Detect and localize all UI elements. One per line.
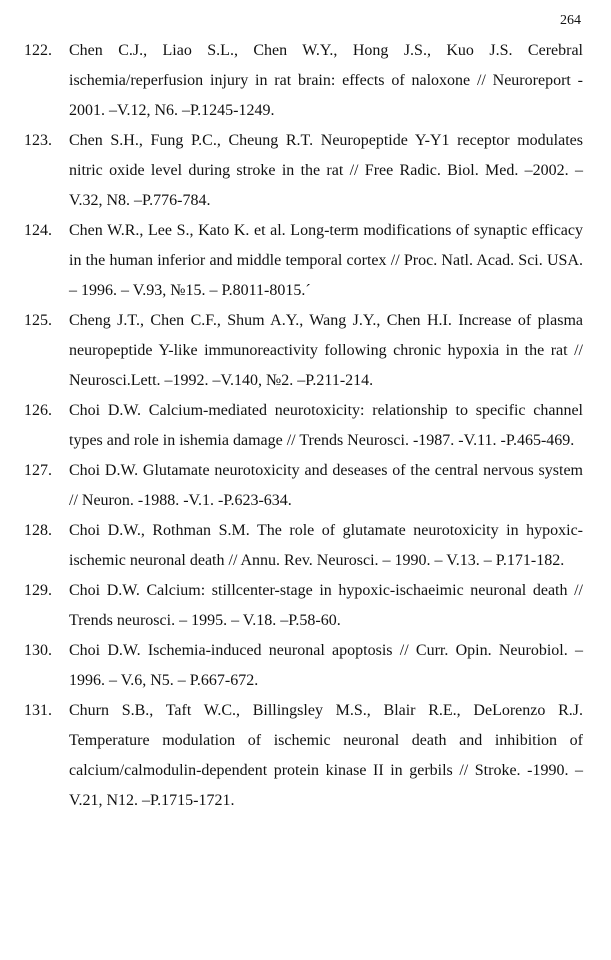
reference-item <box>0 306 611 396</box>
reference-item <box>0 456 611 516</box>
reference-number: 130. <box>24 642 52 659</box>
reference-text: Choi D.W. Calcium: stillcenter-stage in hypoxic-ischaeimic neuronal death // Trends neurosci. – 1995. – V.18. –P.58-60. <box>69 582 583 629</box>
reference-number: 123. <box>24 132 52 149</box>
reference-text: Choi D.W., Rothman S.M. The role of glutamate neurotoxicity in hypoxic-ischemic neuronal death // Annu. Rev. Neurosci. – 1990. – V.13. – P.171-182. <box>69 522 583 569</box>
reference-number: 131. <box>24 702 52 719</box>
reference-number: 128. <box>24 522 52 539</box>
reference-text: Choi D.W. Glutamate neurotoxicity and deseases of the central nervous system // Neuron. -1988. -V.1. -P.623-634. <box>69 462 583 509</box>
reference-number: 122. <box>24 42 52 59</box>
reference-number: 124. <box>24 222 52 239</box>
reference-item <box>0 36 611 126</box>
reference-text: Chen C.J., Liao S.L., Chen W.Y., Hong J.S., Kuo J.S. Cerebral ischemia/reperfusion injury in rat brain: effects of naloxone // Neuroreport - 2001. –V.12, N6. –P.1245-1249. <box>69 42 583 119</box>
reference-item <box>0 516 611 576</box>
reference-text: Choi D.W. Calcium-mediated neurotoxicity: relationship to specific channel types and role in ishemia damage // Trends Neurosci. -1987. -V.11. -P.465-469. <box>69 402 583 449</box>
reference-number: 125. <box>24 312 52 329</box>
reference-text: Choi D.W. Ischemia-induced neuronal apoptosis // Curr. Opin. Neurobiol. – 1996. – V.6, N5. – P.667-672. <box>69 642 583 689</box>
reference-item <box>0 126 611 216</box>
page-number: 264 <box>560 13 581 28</box>
reference-number: 126. <box>24 402 52 419</box>
reference-item <box>0 216 611 306</box>
reference-text: Chen S.H., Fung P.C., Cheung R.T. Neuropeptide Y-Y1 receptor modulates nitric oxide level during stroke in the rat // Free Radic. Biol. Med. –2002. –V.32, N8. –P.776-784. <box>69 132 583 209</box>
reference-item <box>0 576 611 636</box>
reference-item <box>0 636 611 696</box>
reference-item <box>0 396 611 456</box>
reference-text: Churn S.B., Taft W.C., Billingsley M.S., Blair R.E., DeLorenzo R.J. Temperature modulation of ischemic neuronal death and inhibition of calcium/calmodulin-dependent protein kinase II in gerbils // Stroke. -1990. –V.21, N12. –P.1715-1721. <box>69 702 583 809</box>
reference-text: Cheng J.T., Chen C.F., Shum A.Y., Wang J.Y., Chen H.I. Increase of plasma neuropeptide Y-like immunoreactivity following chronic hypoxia in the rat // Neurosci.Lett. –1992. –V.140, №2. –P.211-214. <box>69 312 583 389</box>
reference-number: 127. <box>24 462 52 479</box>
reference-number: 129. <box>24 582 52 599</box>
reference-text: Chen W.R., Lee S., Kato K. et al. Long-term modifications of synaptic efficacy in the human inferior and middle temporal cortex // Proc. Natl. Acad. Sci. USA. – 1996. – V.93, №15. – P.8011-8015.´ <box>69 222 583 299</box>
reference-list <box>0 36 611 816</box>
reference-item <box>0 696 611 816</box>
